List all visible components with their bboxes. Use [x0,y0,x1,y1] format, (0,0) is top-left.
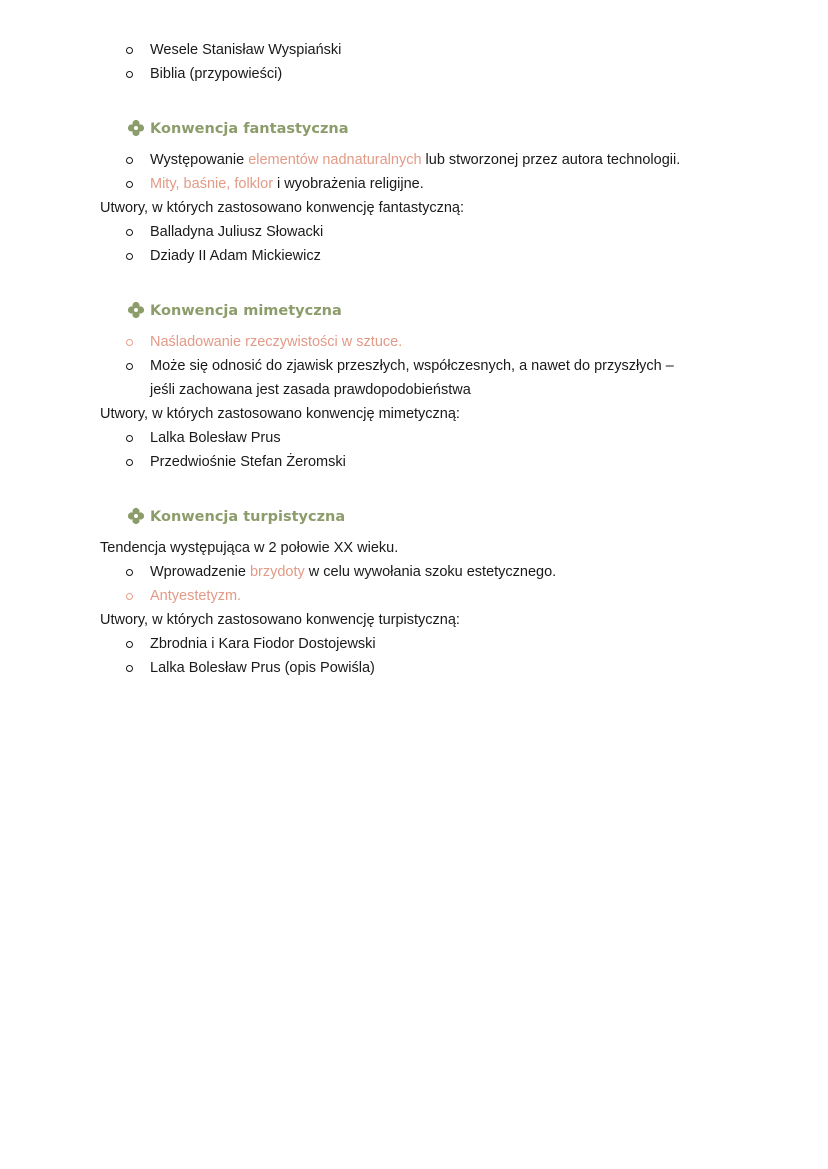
list-bullet [126,253,133,260]
highlight-text: Mity, baśnie, folklor [150,176,274,192]
list-item: Balladyna Juliusz Słowacki [150,224,324,240]
list-bullet [126,157,133,164]
list-item: Może się odnosić do zjawisk przeszłych, współczesnych, a nawet do przyszłych – [150,358,674,374]
list-item: Naśladowanie rzeczywistości w sztuce. [150,334,403,350]
list-bullet [126,181,133,188]
text-run: Występowanie [150,152,249,168]
list-bullet [126,641,133,648]
list-item [150,562,556,582]
list-item [150,150,680,170]
list-item: Lalka Bolesław Prus [150,430,281,446]
list-bullet [126,569,133,576]
list-item: Lalka Bolesław Prus (opis Powiśla) [150,660,375,676]
clover-icon [127,507,145,525]
list-item: Zbrodnia i Kara Fiodor Dostojewski [150,636,376,652]
list-item: Biblia (przypowieści) [150,66,283,82]
list-item: Przedwiośnie Stefan Żeromski [150,454,346,470]
section-heading: Konwencja mimetyczna [150,303,342,319]
list-bullet [126,593,133,600]
list-bullet [126,459,133,466]
text-run: i wyobrażenia religijne. [273,176,424,192]
list-bullet [126,363,133,370]
clover-icon [127,119,145,137]
clover-icon [127,301,145,319]
text-run: Wprowadzenie [150,564,250,580]
list-bullet [126,229,133,236]
list-bullet [126,435,133,442]
section-heading: Konwencja fantastyczna [150,121,349,137]
list-bullet [126,47,133,54]
list-bullet [126,339,133,346]
section-lead: Tendencja występująca w 2 połowie XX wieku. [100,540,399,556]
highlight-text: elementów nadnaturalnych [248,152,422,168]
works-intro: Utwory, w których zastosowano konwencję fantastyczną: [100,200,465,216]
text-run: lub stworzonej przez autora technologii. [421,152,681,168]
works-intro: Utwory, w których zastosowano konwencję turpistyczną: [100,612,460,628]
highlight-text: brzydoty [249,564,305,580]
list-bullet [126,71,133,78]
list-item: Dziady II Adam Mickiewicz [150,248,321,264]
section-heading: Konwencja turpistyczna [150,509,346,525]
list-item: Antyestetyzm. [150,588,242,604]
list-item: Wesele Stanisław Wyspiański [150,42,342,58]
list-item-continuation: jeśli zachowana jest zasada prawdopodobieństwa [150,382,471,398]
works-intro: Utwory, w których zastosowano konwencję mimetyczną: [100,406,460,422]
text-run: w celu wywołania szoku estetycznego. [304,564,557,580]
list-item [150,174,424,194]
list-bullet [126,665,133,672]
